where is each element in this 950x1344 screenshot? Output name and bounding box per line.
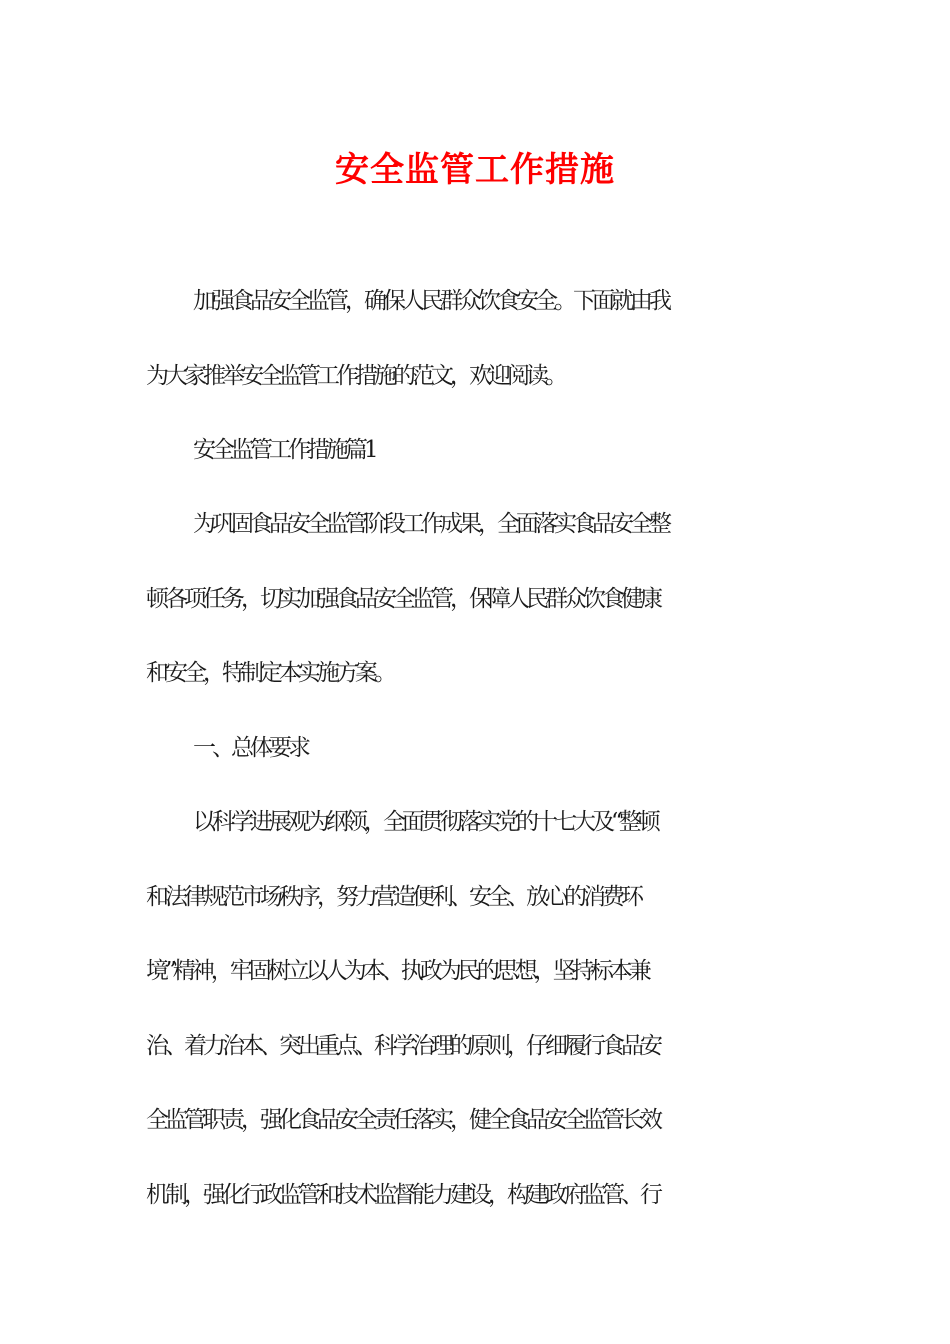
section-heading: 一、总体要求 xyxy=(193,735,307,761)
paragraph-line: 全监管职责，强化食品安全责任落实，健全食品安全监管长效 xyxy=(146,1107,659,1133)
paragraph-line: 治、着力治本、突出重点、科学治理的原则，仔细履行食品安 xyxy=(146,1033,659,1059)
document-title: 安全监管工作措施 xyxy=(335,150,615,190)
paragraph-line: 和安全，特制定本实施方案。 xyxy=(146,660,393,686)
paragraph-line: 境”精神，牢固树立以人为本、执政为民的思想，坚持标本兼 xyxy=(146,958,648,984)
paragraph-line: 机制，强化行政监管和技术监督能力建设，构建政府监管、行 xyxy=(146,1182,659,1208)
paragraph-line: 以科学进展观为纲领，全面贯彻落实党的十七大及“整顿 xyxy=(193,809,657,835)
paragraph-line: 顿各项任务，切实加强食品安全监管，保障人民群众饮食健康 xyxy=(146,586,659,612)
paragraph-line: 加强食品安全监管，确保人民群众饮食安全。下面就由我 xyxy=(193,288,668,314)
paragraph-line: 为巩固食品安全监管阶段工作成果，全面落实食品安全整 xyxy=(193,511,668,537)
paragraph-line: 和法律规范市场秩序，努力营造便利、安全、放心的消费环 xyxy=(146,884,640,910)
paragraph-line: 为大家推举安全监管工作措施的范文，欢迎阅读。 xyxy=(146,363,564,389)
section-heading: 安全监管工作措施篇1 xyxy=(193,437,375,463)
